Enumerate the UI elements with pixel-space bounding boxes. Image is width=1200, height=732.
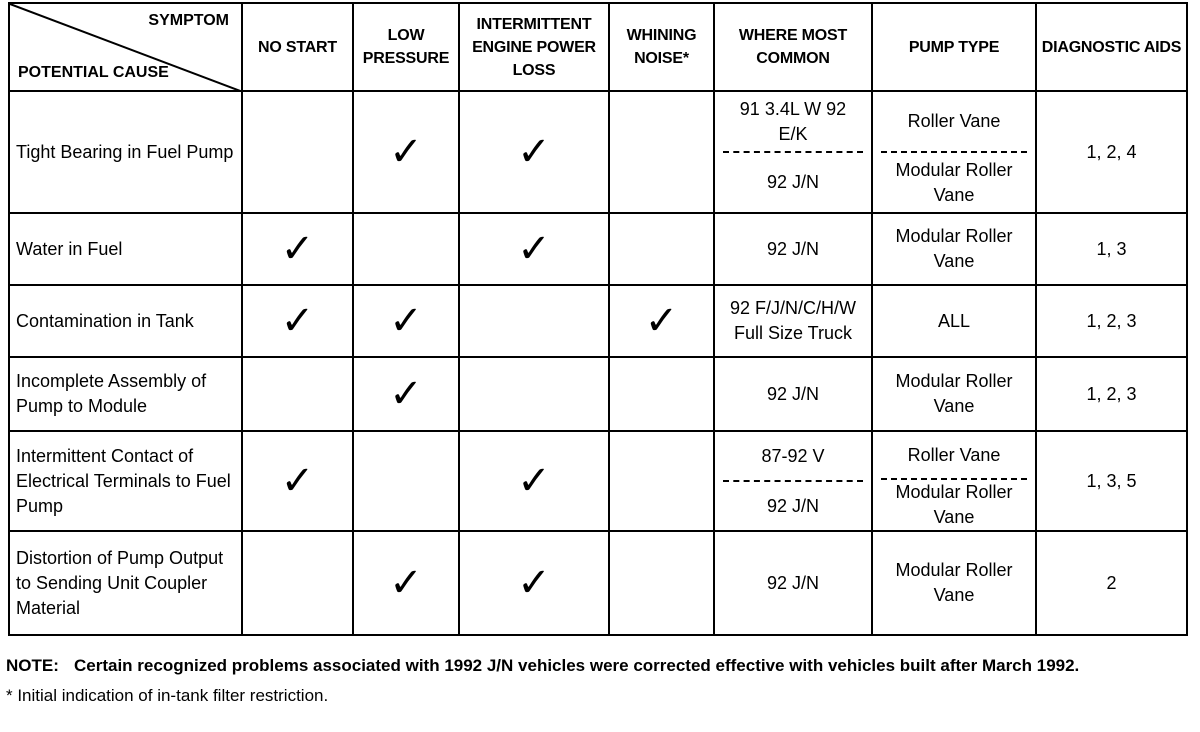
col-header-where-most-common: WHERE MOST COMMON — [714, 3, 872, 91]
table-row — [9, 431, 1187, 531]
pump-cell — [872, 91, 1036, 213]
where-top: 87-92 V — [723, 432, 863, 482]
pump-cell: Modular Roller Vane — [872, 531, 1036, 635]
pump-top: Roller Vane — [881, 432, 1027, 480]
cause-cell: Water in Fuel — [9, 213, 242, 285]
potential-cause-label: POTENTIAL CAUSE — [18, 64, 169, 81]
check-mark-icon: ✓ — [242, 285, 353, 357]
aids-cell: 1, 3, 5 — [1036, 431, 1187, 531]
where-top: 91 3.4L W 92 E/K — [723, 92, 863, 153]
notes-section — [6, 654, 1186, 708]
footnote: * Initial indication of in-tank filter restriction. — [6, 686, 329, 705]
cause-cell: Intermittent Contact of Electrical Terminals to Fuel Pump — [9, 431, 242, 531]
aids-cell: 1, 3 — [1036, 213, 1187, 285]
pump-cell — [872, 431, 1036, 531]
col-header-low-pressure: LOW PRESSURE — [353, 3, 459, 91]
where-bottom: 92 J/N — [766, 495, 820, 516]
aids-cell: 1, 2, 4 — [1036, 91, 1187, 213]
where-cell — [714, 91, 872, 213]
where-bottom: 92 J/N — [766, 172, 820, 192]
aids-cell: 1, 2, 3 — [1036, 357, 1187, 431]
cause-cell: Contamination in Tank — [9, 285, 242, 357]
where-cell: 92 J/N — [714, 357, 872, 431]
cause-cell: Tight Bearing in Fuel Pump — [9, 91, 242, 213]
check-mark-icon: ✓ — [459, 91, 609, 213]
where-cell: 92 F/J/N/C/H/W Full Size Truck — [714, 285, 872, 357]
header-corner-cell — [9, 3, 242, 91]
col-header-pump-type: PUMP TYPE — [872, 3, 1036, 91]
table-row — [9, 91, 1187, 213]
col-header-diagnostic-aids: DIAGNOSTIC AIDS — [1036, 3, 1187, 91]
table-row — [9, 213, 1187, 285]
pump-cell: ALL — [872, 285, 1036, 357]
table-row — [9, 531, 1187, 635]
check-mark-icon: ✓ — [242, 213, 353, 285]
pump-bottom: Modular Roller Vane — [895, 482, 1013, 527]
check-mark-icon: ✓ — [609, 285, 714, 357]
col-header-power-loss: INTERMITTENT ENGINE POWER LOSS — [459, 3, 609, 91]
check-mark-icon: ✓ — [353, 531, 459, 635]
symptom-label: SYMPTOM — [148, 12, 229, 29]
pump-top: Roller Vane — [881, 92, 1027, 153]
check-mark-icon: ✓ — [353, 357, 459, 431]
where-cell: 92 J/N — [714, 213, 872, 285]
note-label: NOTE: — [6, 656, 59, 675]
note — [6, 654, 1186, 677]
check-mark-icon: ✓ — [459, 213, 609, 285]
cause-cell: Incomplete Assembly of Pump to Module — [9, 357, 242, 431]
table-row — [9, 357, 1187, 431]
aids-cell: 2 — [1036, 531, 1187, 635]
aids-cell: 1, 2, 3 — [1036, 285, 1187, 357]
fuel-pump-diagnosis-table — [8, 2, 1188, 636]
where-cell — [714, 431, 872, 531]
cause-cell: Distortion of Pump Output to Sending Unit Coupler Material — [9, 531, 242, 635]
pump-bottom: Modular Roller Vane — [895, 159, 1013, 205]
col-header-whining-noise: WHINING NOISE* — [609, 3, 714, 91]
pump-cell: Modular Roller Vane — [872, 357, 1036, 431]
check-mark-icon: ✓ — [242, 431, 353, 531]
table-row — [9, 285, 1187, 357]
check-mark-icon: ✓ — [459, 431, 609, 531]
pump-cell: Modular Roller Vane — [872, 213, 1036, 285]
col-header-no-start: NO START — [242, 3, 353, 91]
check-mark-icon: ✓ — [353, 285, 459, 357]
check-mark-icon: ✓ — [353, 91, 459, 213]
note-text: Certain recognized problems associated with 1992 J/N vehicles were corrected effective with vehicles built after March 1992. — [74, 656, 1080, 675]
check-mark-icon: ✓ — [459, 531, 609, 635]
where-cell: 92 J/N — [714, 531, 872, 635]
